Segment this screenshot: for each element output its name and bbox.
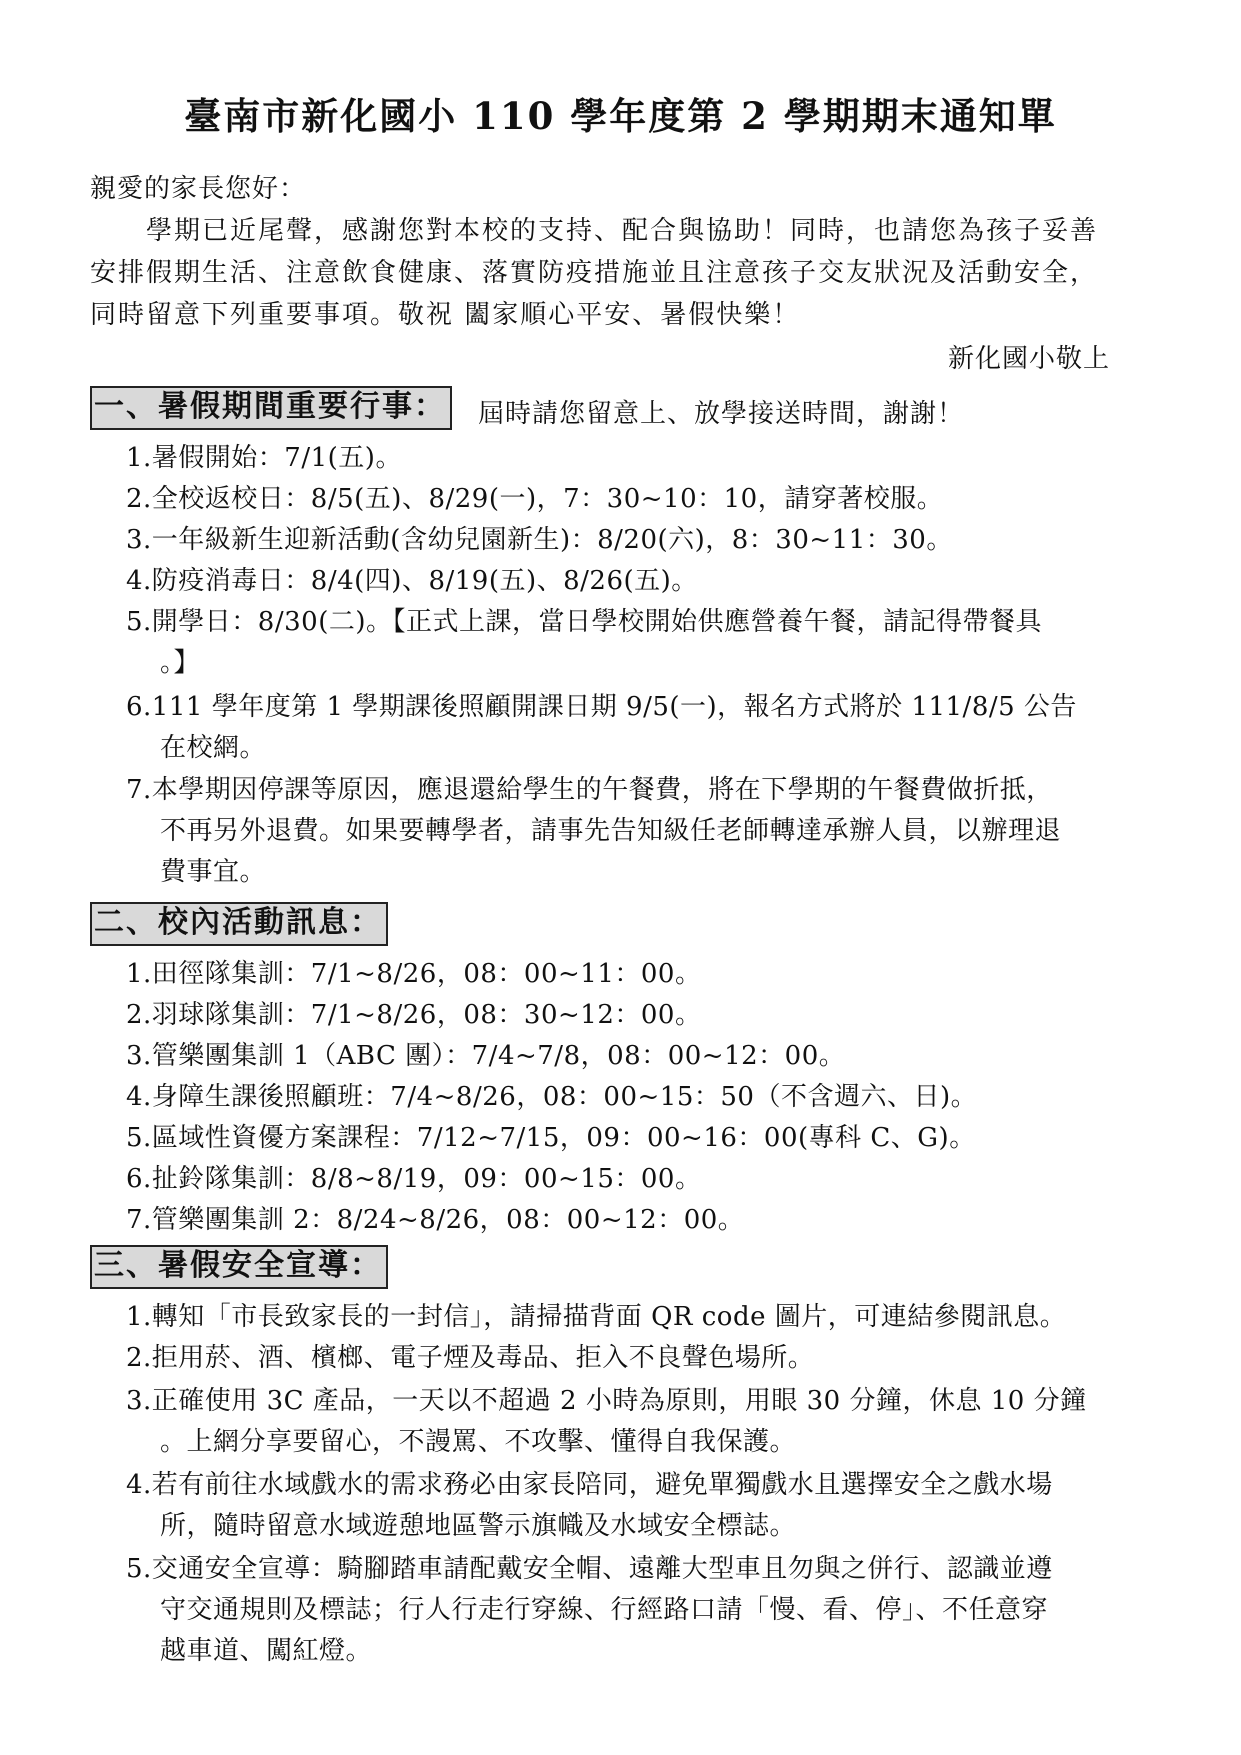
list-item-continuation: 守交通規則及標誌；行人行走行穿線、行經路口請「慢、看、停」、不任意穿 [160,1595,1049,1625]
list-item-continuation: 所，隨時留意水域遊憩地區警示旗幟及水域安全標誌。 [160,1511,797,1541]
list-item: 2.全校返校日：8/5(五)、8/29(一)，7：30~10：10，請穿著校服。 [126,484,944,514]
section-1-heading: 一、暑假期間重要行事： [90,386,452,430]
list-item: 6.111 學年度第 1 學期課後照顧開課日期 9/5(一)，報名方式將於 111/8/5 公告 [126,692,1077,722]
section-1-note: 屆時請您留意上、放學接送時間，謝謝！ [478,399,965,429]
greeting: 親愛的家長您好： [90,174,307,204]
list-item: 5.區域性資優方案課程：7/12~7/15，09：00~16：00(專科 C、G)。 [126,1123,976,1153]
list-item: 1.轉知「市長致家長的一封信」，請掃描背面 QR code 圖片，可連結參閱訊息。 [126,1302,1067,1332]
list-item-continuation: 費事宜。 [160,857,267,887]
list-item-continuation: 越車道、闖紅燈。 [160,1636,373,1666]
list-item: 3.一年級新生迎新活動(含幼兒園新生)：8/20(六)，8：30~11：30。 [126,525,953,555]
section-2-heading: 二、校內活動訊息： [90,902,388,946]
list-item-continuation: 在校網。 [160,733,267,763]
list-item: 5.開學日：8/30(二)。【正式上課，當日學校開始供應營養午餐，請記得帶餐具 [126,607,1042,637]
list-item-continuation: 。上網分享要留心，不謾罵、不攻擊、懂得自我保護。 [160,1427,797,1457]
list-item: 1.田徑隊集訓：7/1~8/26，08：00~11：00。 [126,959,702,989]
list-item: 2.拒用菸、酒、檳榔、電子煙及毒品、拒入不良聲色場所。 [126,1343,815,1373]
list-item: 6.扯鈴隊集訓：8/8~8/19，09：00~15：00。 [126,1164,702,1194]
list-item: 3.管樂團集訓 1（ABC 團）：7/4~7/8，08：00~12：00。 [126,1041,846,1071]
list-item: 7.管樂團集訓 2：8/24~8/26，08：00~12：00。 [126,1205,745,1235]
list-item: 4.若有前往水域戲水的需求務必由家長陪同，避免單獨戲水且選擇安全之戲水場 [126,1470,1053,1500]
list-item-continuation: 不再另外退費。如果要轉學者，請事先告知級任老師轉達承辦人員，以辦理退 [160,816,1062,846]
list-item: 7.本學期因停課等原因，應退還給學生的午餐費，將在下學期的午餐費做折抵， [126,775,1053,805]
section-3-heading: 三、暑假安全宣導： [90,1245,388,1289]
list-item: 4.身障生課後照顧班：7/4~8/26，08：00~15：50（不含週六、日)。 [126,1082,978,1112]
intro-line: 同時留意下列重要事項。敬祝 闔家順心平安、暑假快樂！ [90,300,801,330]
page-title: 臺南市新化國小 110 學年度第 2 學期期末通知單 [184,94,1057,138]
list-item: 2.羽球隊集訓：7/1~8/26，08：30~12：00。 [126,1000,702,1030]
intro-line: 學期已近尾聲，感謝您對本校的支持、配合與協助！同時，也請您為孩子妥善 [90,216,1099,246]
intro-line: 安排假期生活、注意飲食健康、落實防疫措施並且注意孩子交友狀況及活動安全， [90,258,1099,288]
signoff: 新化國小敬上 [948,344,1111,374]
list-item: 5.交通安全宣導：騎腳踏車請配戴安全帽、遠離大型車且勿與之併行、認識並遵 [126,1554,1053,1584]
list-item: 4.防疫消毒日：8/4(四)、8/19(五)、8/26(五)。 [126,566,698,596]
list-item: 3.正確使用 3C 產品，一天以不超過 2 小時為原則，用眼 30 分鐘，休息 10 分鐘 [126,1386,1087,1416]
list-item-continuation: 。】 [160,648,201,678]
list-item: 1.暑假開始：7/1(五)。 [126,443,402,473]
